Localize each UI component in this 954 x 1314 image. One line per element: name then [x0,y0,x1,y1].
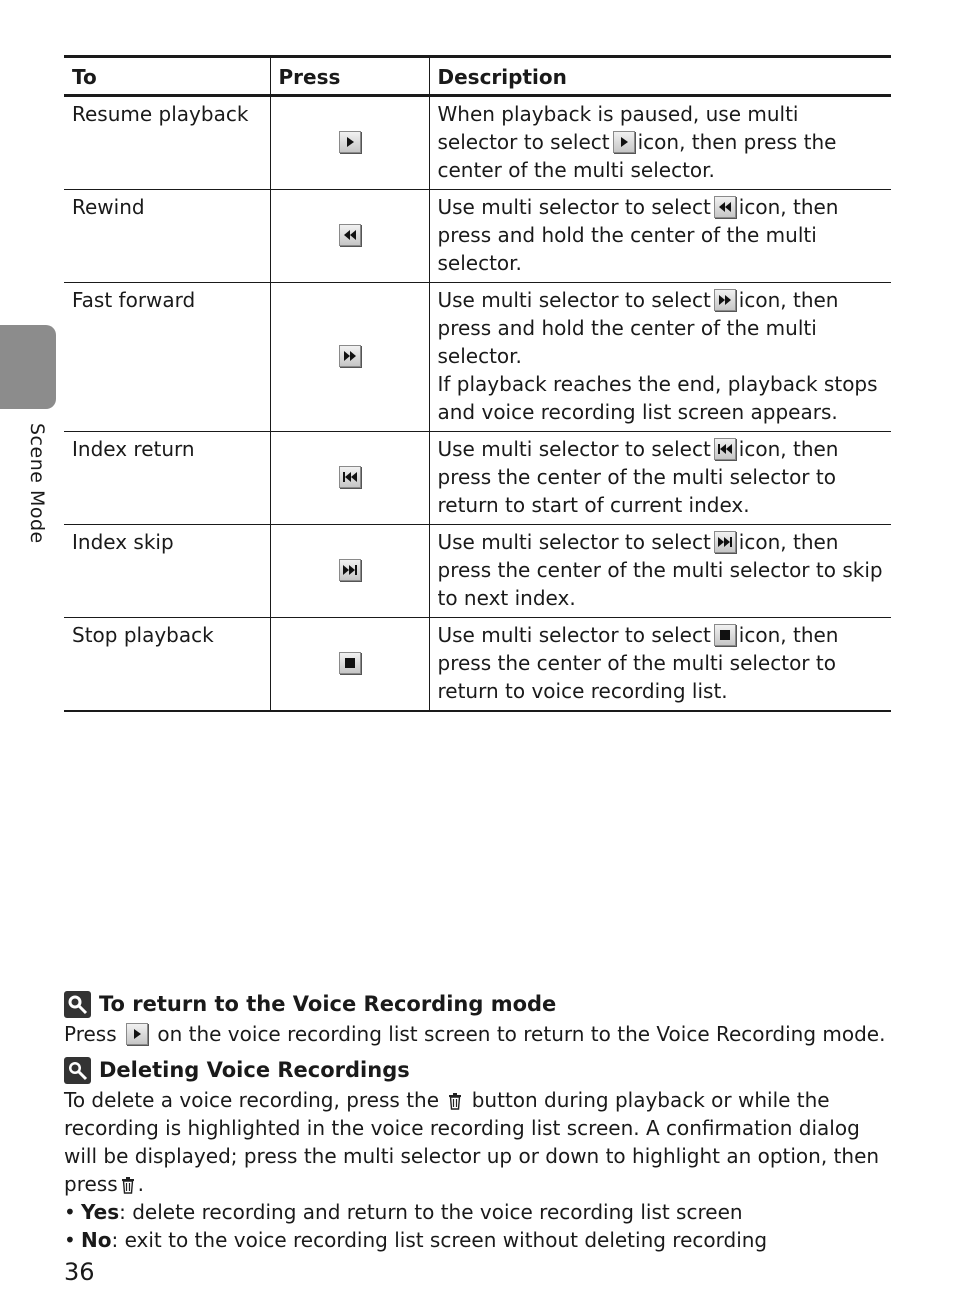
list-item [64,1198,890,1226]
rewind-icon [714,196,736,218]
table-row [64,432,891,525]
cell-description [429,432,891,525]
cell-to: Rewind [64,190,270,283]
description-text: icon, then press the center of the multi selector to skip to next index. [437,530,883,610]
cell-to: Index skip [64,525,270,618]
cell-to: Fast forward [64,283,270,432]
stop-icon [714,624,736,646]
magnifier-note-icon [64,1057,91,1084]
cell-description [429,618,891,712]
delete-options-list [64,1198,890,1254]
description-text: When playback is paused, use multi selector to select [437,102,799,154]
description-text: icon, then press and hold the center of the multi selector. [437,288,839,368]
header-to: To [64,57,270,96]
header-description: Description [429,57,891,96]
index-return-icon [714,438,736,460]
cell-press [270,283,429,432]
description-extra: If playback reaches the end, playback stops and voice recording list screen appears. [437,372,878,424]
cell-description [429,283,891,432]
page-number: 36 [64,1258,95,1286]
magnifier-note-icon [64,991,91,1018]
rewind-icon [339,224,361,246]
fast-forward-icon [339,345,361,367]
bullet-text-no: : exit to the voice recording list screen without deleting recording [111,1228,768,1252]
bullet-text-yes: : delete recording and return to the voice recording list screen [119,1200,743,1224]
description-text: Use multi selector to select [437,288,711,312]
description-text: Use multi selector to select [437,195,711,219]
cell-to: Stop playback [64,618,270,712]
note-delete-text-2: button during playback or while the recording is highlighted in the voice recording list screen. A confirmation dialog will be displayed; press the multi selector up or down to highlight an option, then press [64,1088,880,1196]
note-return-text-after: on the voice recording list screen to return to the Voice Recording mode. [157,1022,886,1046]
list-item [64,1226,890,1254]
trash-icon [447,1092,463,1110]
bullet-term-yes: Yes [81,1200,120,1224]
table-row [64,525,891,618]
playback-controls-table [64,55,891,712]
fast-forward-icon [714,289,736,311]
side-tab-marker [0,325,56,409]
play-icon [126,1023,148,1045]
table-row [64,190,891,283]
description-text: icon, then press and hold the center of the multi selector. [437,195,839,275]
index-skip-icon [714,531,736,553]
description-text: icon, then press the center of the multi selector. [437,130,837,182]
header-press: Press [270,57,429,96]
note-delete-text [64,1086,890,1198]
cell-to: Resume playback [64,96,270,190]
trash-icon [120,1176,136,1194]
description-text: icon, then press the center of the multi selector to return to voice recording list. [437,623,839,703]
cell-description [429,190,891,283]
play-icon [339,131,361,153]
note-return-heading [64,988,890,1020]
note-delete-title: Deleting Voice Recordings [99,1058,410,1082]
description-text: Use multi selector to select [437,623,711,647]
cell-press [270,432,429,525]
note-return-text-before: Press [64,1022,117,1046]
stop-icon [339,652,361,674]
note-delete-heading [64,1054,890,1086]
note-return-title: To return to the Voice Recording mode [99,992,557,1016]
note-delete-text-1: To delete a voice recording, press the [64,1088,440,1112]
table-row [64,96,891,190]
side-tab-label: Scene Mode [26,423,48,544]
table-row [64,618,891,712]
index-return-icon [339,466,361,488]
cell-description [429,96,891,190]
cell-to: Index return [64,432,270,525]
note-return-text [64,1020,890,1048]
description-text: icon, then press the center of the multi selector to return to start of current index. [437,437,839,517]
cell-description [429,525,891,618]
note-delete-text-3: . [137,1172,144,1196]
cell-press [270,525,429,618]
table-row [64,283,891,432]
notes-section [64,988,890,1254]
cell-press [270,96,429,190]
description-text: Use multi selector to select [437,530,711,554]
index-skip-icon [339,559,361,581]
cell-press [270,618,429,712]
table-header-row [64,57,891,96]
play-icon [613,131,635,153]
cell-press [270,190,429,283]
bullet-term-no: No [81,1228,112,1252]
description-text: Use multi selector to select [437,437,711,461]
